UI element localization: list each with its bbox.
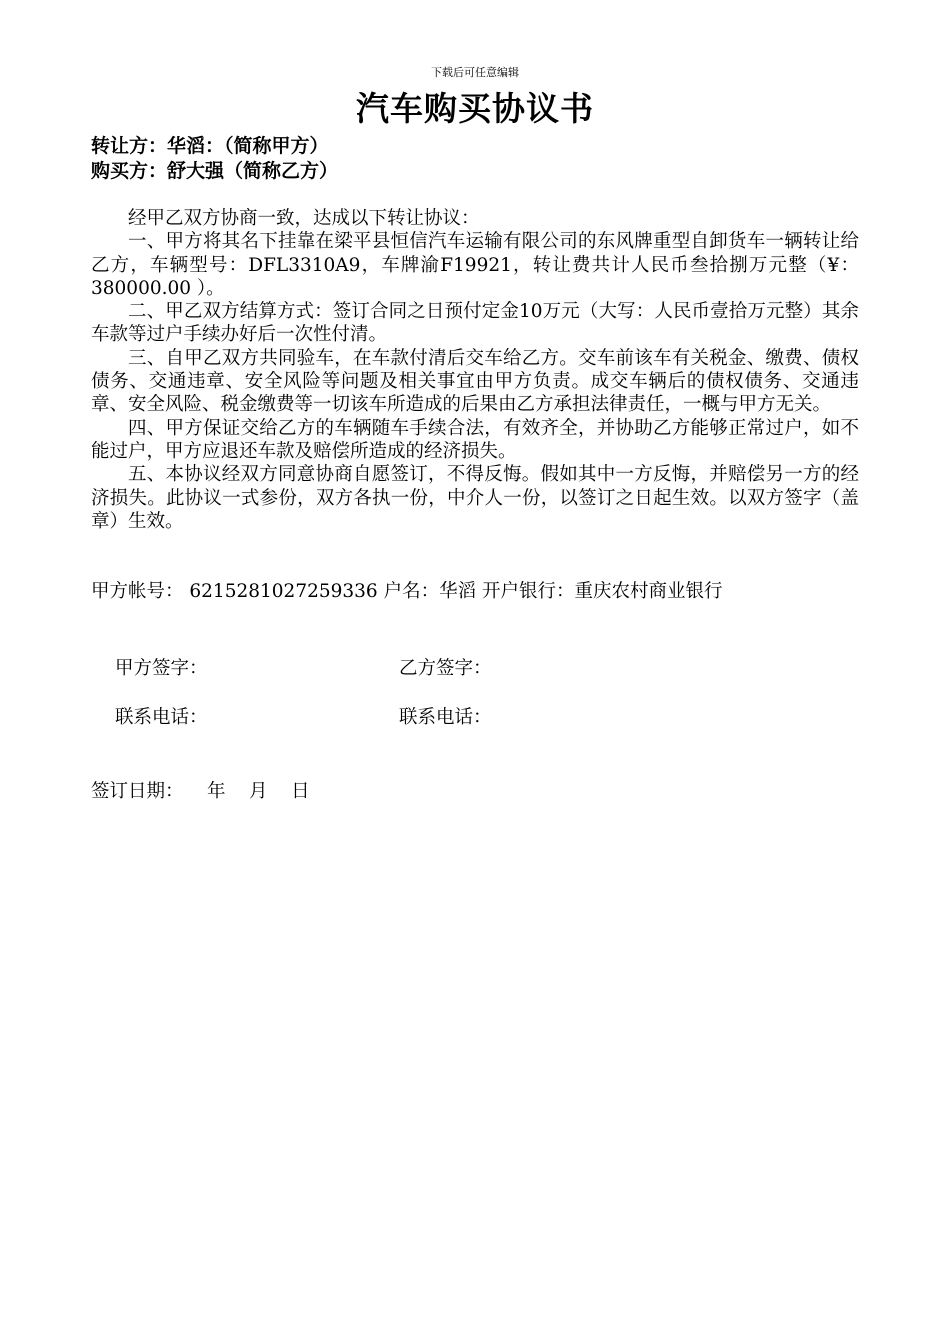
party-b-signature-label: 乙方签字： <box>399 658 492 679</box>
party-a-phone-label: 联系电话： <box>115 707 208 728</box>
account-line: 甲方帐号： 6215281027259336 户名：华滔 开户银行：重庆农村商业银行 <box>91 581 723 602</box>
clause-1: 一、甲方将其名下挂靠在梁平县恒信汽车运输有限公司的东风牌重型自卸货车一辆转让给乙方，车辆型号：DFL3310A9，车牌渝F19921，转让费共计人民币叁拾捌万元整（¥：380000.00 ）。 <box>91 231 859 299</box>
clause-5: 五、本协议经双方同意协商自愿签订，不得反悔。假如其中一方反悔，并赔偿另一方的经济损失。此协议一式参份，双方各执一份，中介人一份，以签订之日起生效。以双方签字（盖章）生效。 <box>91 464 859 532</box>
signing-date-line: 签订日期： 年 月 日 <box>91 781 310 802</box>
header-note: 下载后可任意编辑 <box>431 66 519 79</box>
party-b-phone-label: 联系电话： <box>399 707 492 728</box>
clause-3: 三、自甲乙双方共同验车，在车款付清后交车给乙方。交车前该车有关税金、缴费、债权债务、交通违章、安全风险等问题及相关事宜由甲方负责。成交车辆后的债权债务、交通违章、安全风险、税金缴费等一切该车所造成的后果由乙方承担法律责任，一概与甲方无关。 <box>91 347 859 416</box>
document-title: 汽车购买协议书 <box>356 89 594 128</box>
buyer-line: 购买方：舒大强（简称乙方） <box>91 160 339 182</box>
seller-line: 转让方：华滔：（简称甲方） <box>91 135 329 157</box>
agreement-body <box>91 207 859 533</box>
intro-paragraph: 经甲乙双方协商一致，达成以下转让协议： <box>128 208 480 229</box>
clause-4: 四、甲方保证交给乙方的车辆随车手续合法，有效齐全，并协助乙方能够正常过户，如不能过户，甲方应退还车款及赔偿所造成的经济损失。 <box>91 417 859 462</box>
clause-2: 二、甲乙双方结算方式：签订合同之日预付定金10万元（大写：人民币壹拾万元整）其余车款等过户手续办好后一次性付清。 <box>91 301 859 346</box>
party-a-signature-label: 甲方签字： <box>115 658 208 679</box>
